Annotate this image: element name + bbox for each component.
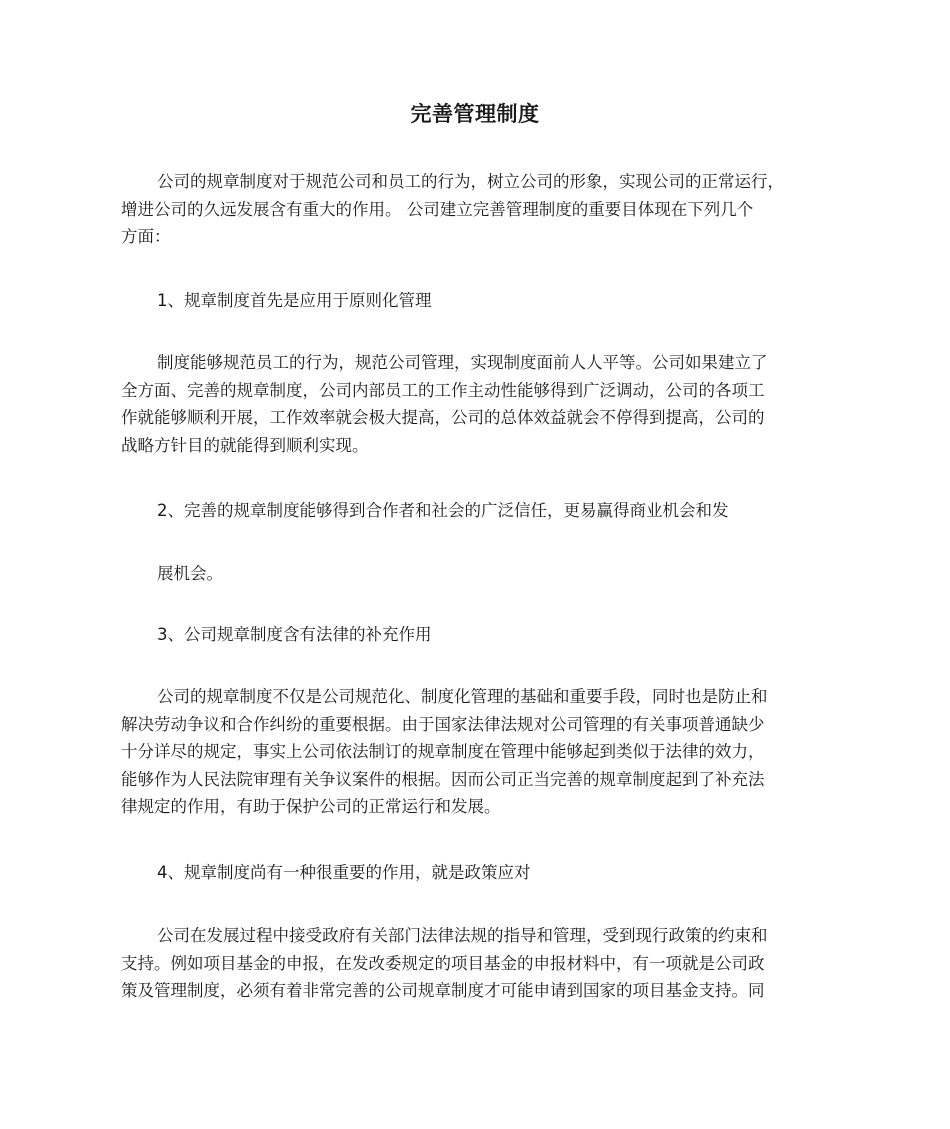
paragraph-line: 全方面、完善的规章制度，公司内部员工的工作主动性能够得到广泛调动，公司的各项工 — [121, 380, 765, 400]
paragraph-line: 解决劳动争议和合作纠纷的重要根据。由于国家法律法规对公司管理的有关事项普通缺少 — [121, 714, 765, 734]
paragraph-line: 作就能够顺利开展，工作效率就会极大提高，公司的总体效益就会不停得到提高，公司的 — [121, 408, 765, 427]
heading-line: 3、公司规章制度含有法律的补充作用 — [157, 625, 432, 644]
paragraph-line: 支持。例如项目基金的申报，在发改委规定的项目基金的申报材料中，有一项就是公司政 — [121, 953, 765, 973]
paragraph-line: 公司在发展过程中接受政府有关部门法律法规的指导和管理，受到现行政策的约束和 — [157, 926, 768, 945]
paragraph-line: 十分详尽的规定，事实上公司依法制订的规章制度在管理中能够起到类似于法律的效力， — [121, 742, 765, 761]
heading-line: 2、完善的规章制度能够得到合作者和社会的广泛信任，更易赢得商业机会和发 — [157, 501, 729, 520]
document-title: 完善管理制度 — [410, 102, 540, 126]
paragraph-intro — [121, 168, 833, 251]
paragraph-line: 制度能够规范员工的行为，规范公司管理，实现制度面前人人平等。公司如果建立了 — [157, 353, 768, 372]
heading-point-3 — [121, 621, 833, 649]
paragraph-point-1 — [121, 349, 833, 459]
heading-point-2-continued — [121, 560, 833, 588]
paragraph-line: 增进公司的久远发展含有重大的作用。 公司建立完善管理制度的重要目体现在下列几个 — [121, 199, 754, 219]
heading-line: 1、规章制度首先是应用于原则化管理 — [157, 291, 432, 310]
paragraph-line: 能够作为人民法院审理有关争议案件的根据。因而公司正当完善的规章制度起到了补充法 — [121, 769, 765, 789]
paragraph-point-3 — [121, 683, 833, 821]
paragraph-line: 战略方针目的就能得到顺利实现。 — [121, 435, 369, 455]
paragraph-line: 公司的规章制度对于规范公司和员工的行为，树立公司的形象，实现公司的正常运行， — [157, 172, 784, 191]
heading-line: 4、规章制度尚有一种很重要的作用，就是政策应对 — [157, 863, 531, 882]
paragraph-line: 策及管理制度，必须有着非常完善的公司规章制度才可能申请到国家的项目基金支持。同 — [121, 981, 765, 1000]
paragraph-point-4 — [121, 922, 833, 1005]
paragraph-line: 方面： — [121, 227, 171, 246]
paragraph-line: 律规定的作用，有助于保护公司的正常运行和发展。 — [121, 797, 501, 816]
heading-point-1 — [121, 287, 833, 315]
heading-point-4 — [121, 859, 833, 887]
paragraph-line: 公司的规章制度不仅是公司规范化、制度化管理的基础和重要手段，同时也是防止和 — [157, 687, 768, 706]
heading-point-2 — [121, 497, 833, 525]
heading-line: 展机会。 — [157, 564, 223, 583]
